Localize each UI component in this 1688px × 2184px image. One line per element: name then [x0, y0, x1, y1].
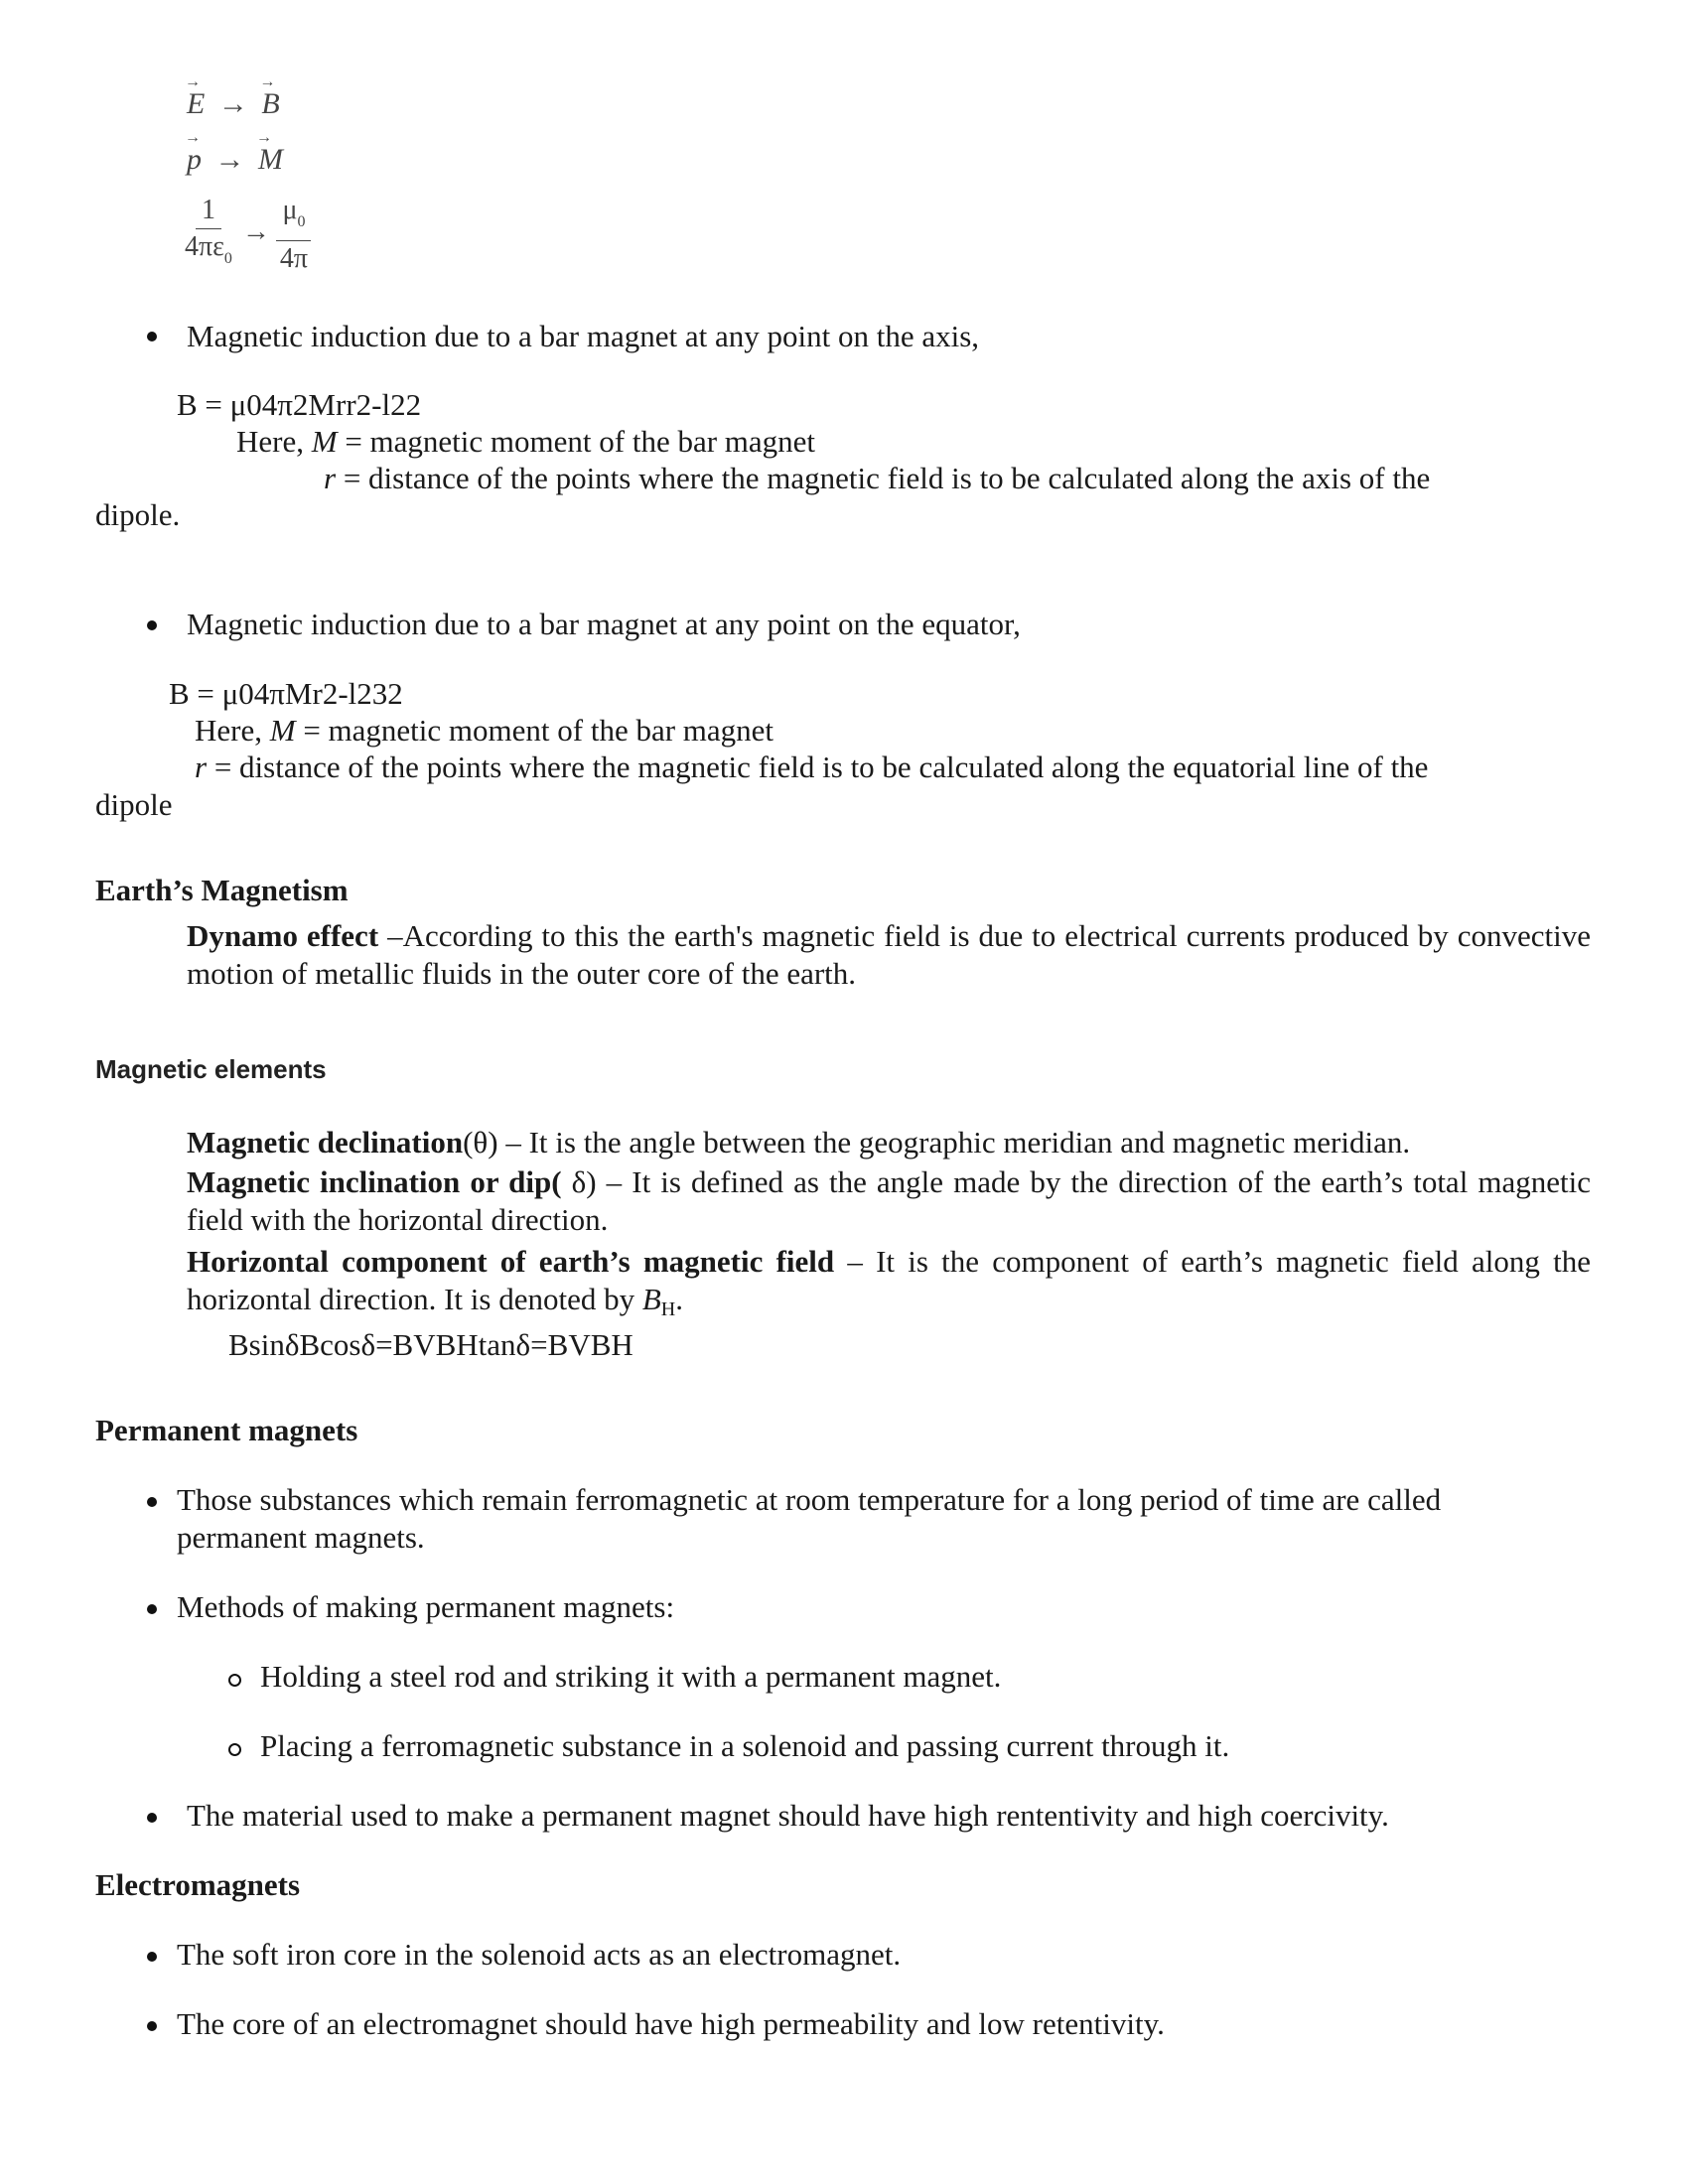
fraction-electric: $\frac{1}{4\pi\varepsilon_0}$: [185, 195, 232, 267]
constant-mapping: [179, 195, 314, 275]
horizontal-component-paragraph: Horizontal component of earth’s magnetic field – It is the component of earth’s magnetic field along the horizontal direction. It is denoted by $B_H$.: [187, 1244, 1591, 1320]
bullet-icon: [147, 2021, 157, 2031]
bullet-icon: [147, 1604, 157, 1614]
electromagnets-heading: Electromagnets: [95, 1867, 301, 1902]
equator-r-line: r = distance of the points where the magnetic field is to be calculated along the equatorial line of the: [195, 750, 1429, 784]
axis-formula: B = μ04π2Mrr2-l22: [177, 387, 422, 422]
electro-bullet-2: The core of an electromagnet should have high permeability and low retentivity.: [177, 2006, 1165, 2041]
bullet-icon: [147, 332, 157, 341]
permanent-bullet-2: Methods of making permanent magnets:: [177, 1589, 675, 1624]
permanent-method-2: Placing a ferromagnetic substance in a solenoid and passing current through it.: [260, 1728, 1230, 1763]
m-vector: → M: [258, 141, 283, 179]
axis-r-wrap: dipole.: [95, 497, 181, 532]
fraction-magnetic: $\frac{\mu_0}{4\pi}$: [274, 195, 314, 275]
permanent-method-1: Holding a steel rod and striking it with a permanent magnet.: [260, 1659, 1002, 1694]
axis-here-line: Here, M = magnetic moment of the bar magnet: [236, 424, 816, 459]
sub-bullet-icon: [228, 1674, 241, 1687]
sub-bullet-icon: [228, 1743, 241, 1756]
p-vector: → p: [187, 141, 202, 179]
bullet-icon: [147, 1952, 157, 1962]
bullet-icon: [147, 1813, 157, 1823]
e-vector: → E: [187, 85, 205, 123]
earth-magnetism-heading: Earth’s Magnetism: [95, 873, 349, 907]
permanent-magnets-heading: Permanent magnets: [95, 1413, 358, 1447]
equator-here-line: Here, M = magnetic moment of the bar magnet: [195, 713, 774, 748]
axis-bullet-text: Magnetic induction due to a bar magnet at any point on the axis,: [187, 319, 980, 353]
magnetic-elements-heading: Magnetic elements: [95, 1054, 327, 1084]
dynamo-effect-paragraph: Dynamo effect –According to this the earth's magnetic field is due to electrical currents produced by convective motion of metallic fluids in the outer core of the earth.: [187, 918, 1592, 991]
arrow: →: [214, 143, 245, 176]
permanent-bullet-1: Those substances which remain ferromagnetic at room temperature for a long period of time are called permanent magnets.: [177, 1482, 1442, 1555]
equator-r-wrap: dipole: [95, 787, 173, 822]
arrow: →: [241, 215, 270, 247]
axis-r-line: r = distance of the points where the magnetic field is to be calculated along the axis of the: [324, 461, 1431, 495]
declination-paragraph: Magnetic declination(θ) – It is the angle between the geographic meridian and magnetic meridian.: [187, 1125, 1411, 1160]
inclination-paragraph: Magnetic inclination or dip( δ) – It is defined as the angle made by the direction of the earth’s total magnetic field with the horizontal direction.: [187, 1164, 1591, 1237]
b-vector: → B: [261, 85, 279, 123]
elements-formula: BsinδBcosδ=BVBHtanδ=BVBH: [228, 1327, 633, 1362]
equator-formula: B = μ04πMr2-l232: [169, 676, 403, 711]
permanent-bullet-3: The material used to make a permanent magnet should have high rententivity and high coercivity.: [187, 1798, 1389, 1833]
electro-bullet-1: The soft iron core in the solenoid acts as an electromagnet.: [177, 1937, 902, 1972]
arrow: →: [217, 87, 248, 120]
bullet-icon: [147, 1497, 157, 1507]
vector-mapping-p-m: [187, 141, 283, 179]
bullet-icon: [147, 620, 157, 630]
vector-mapping-e-b: [187, 85, 280, 123]
equator-bullet-text: Magnetic induction due to a bar magnet at any point on the equator,: [187, 607, 1021, 641]
